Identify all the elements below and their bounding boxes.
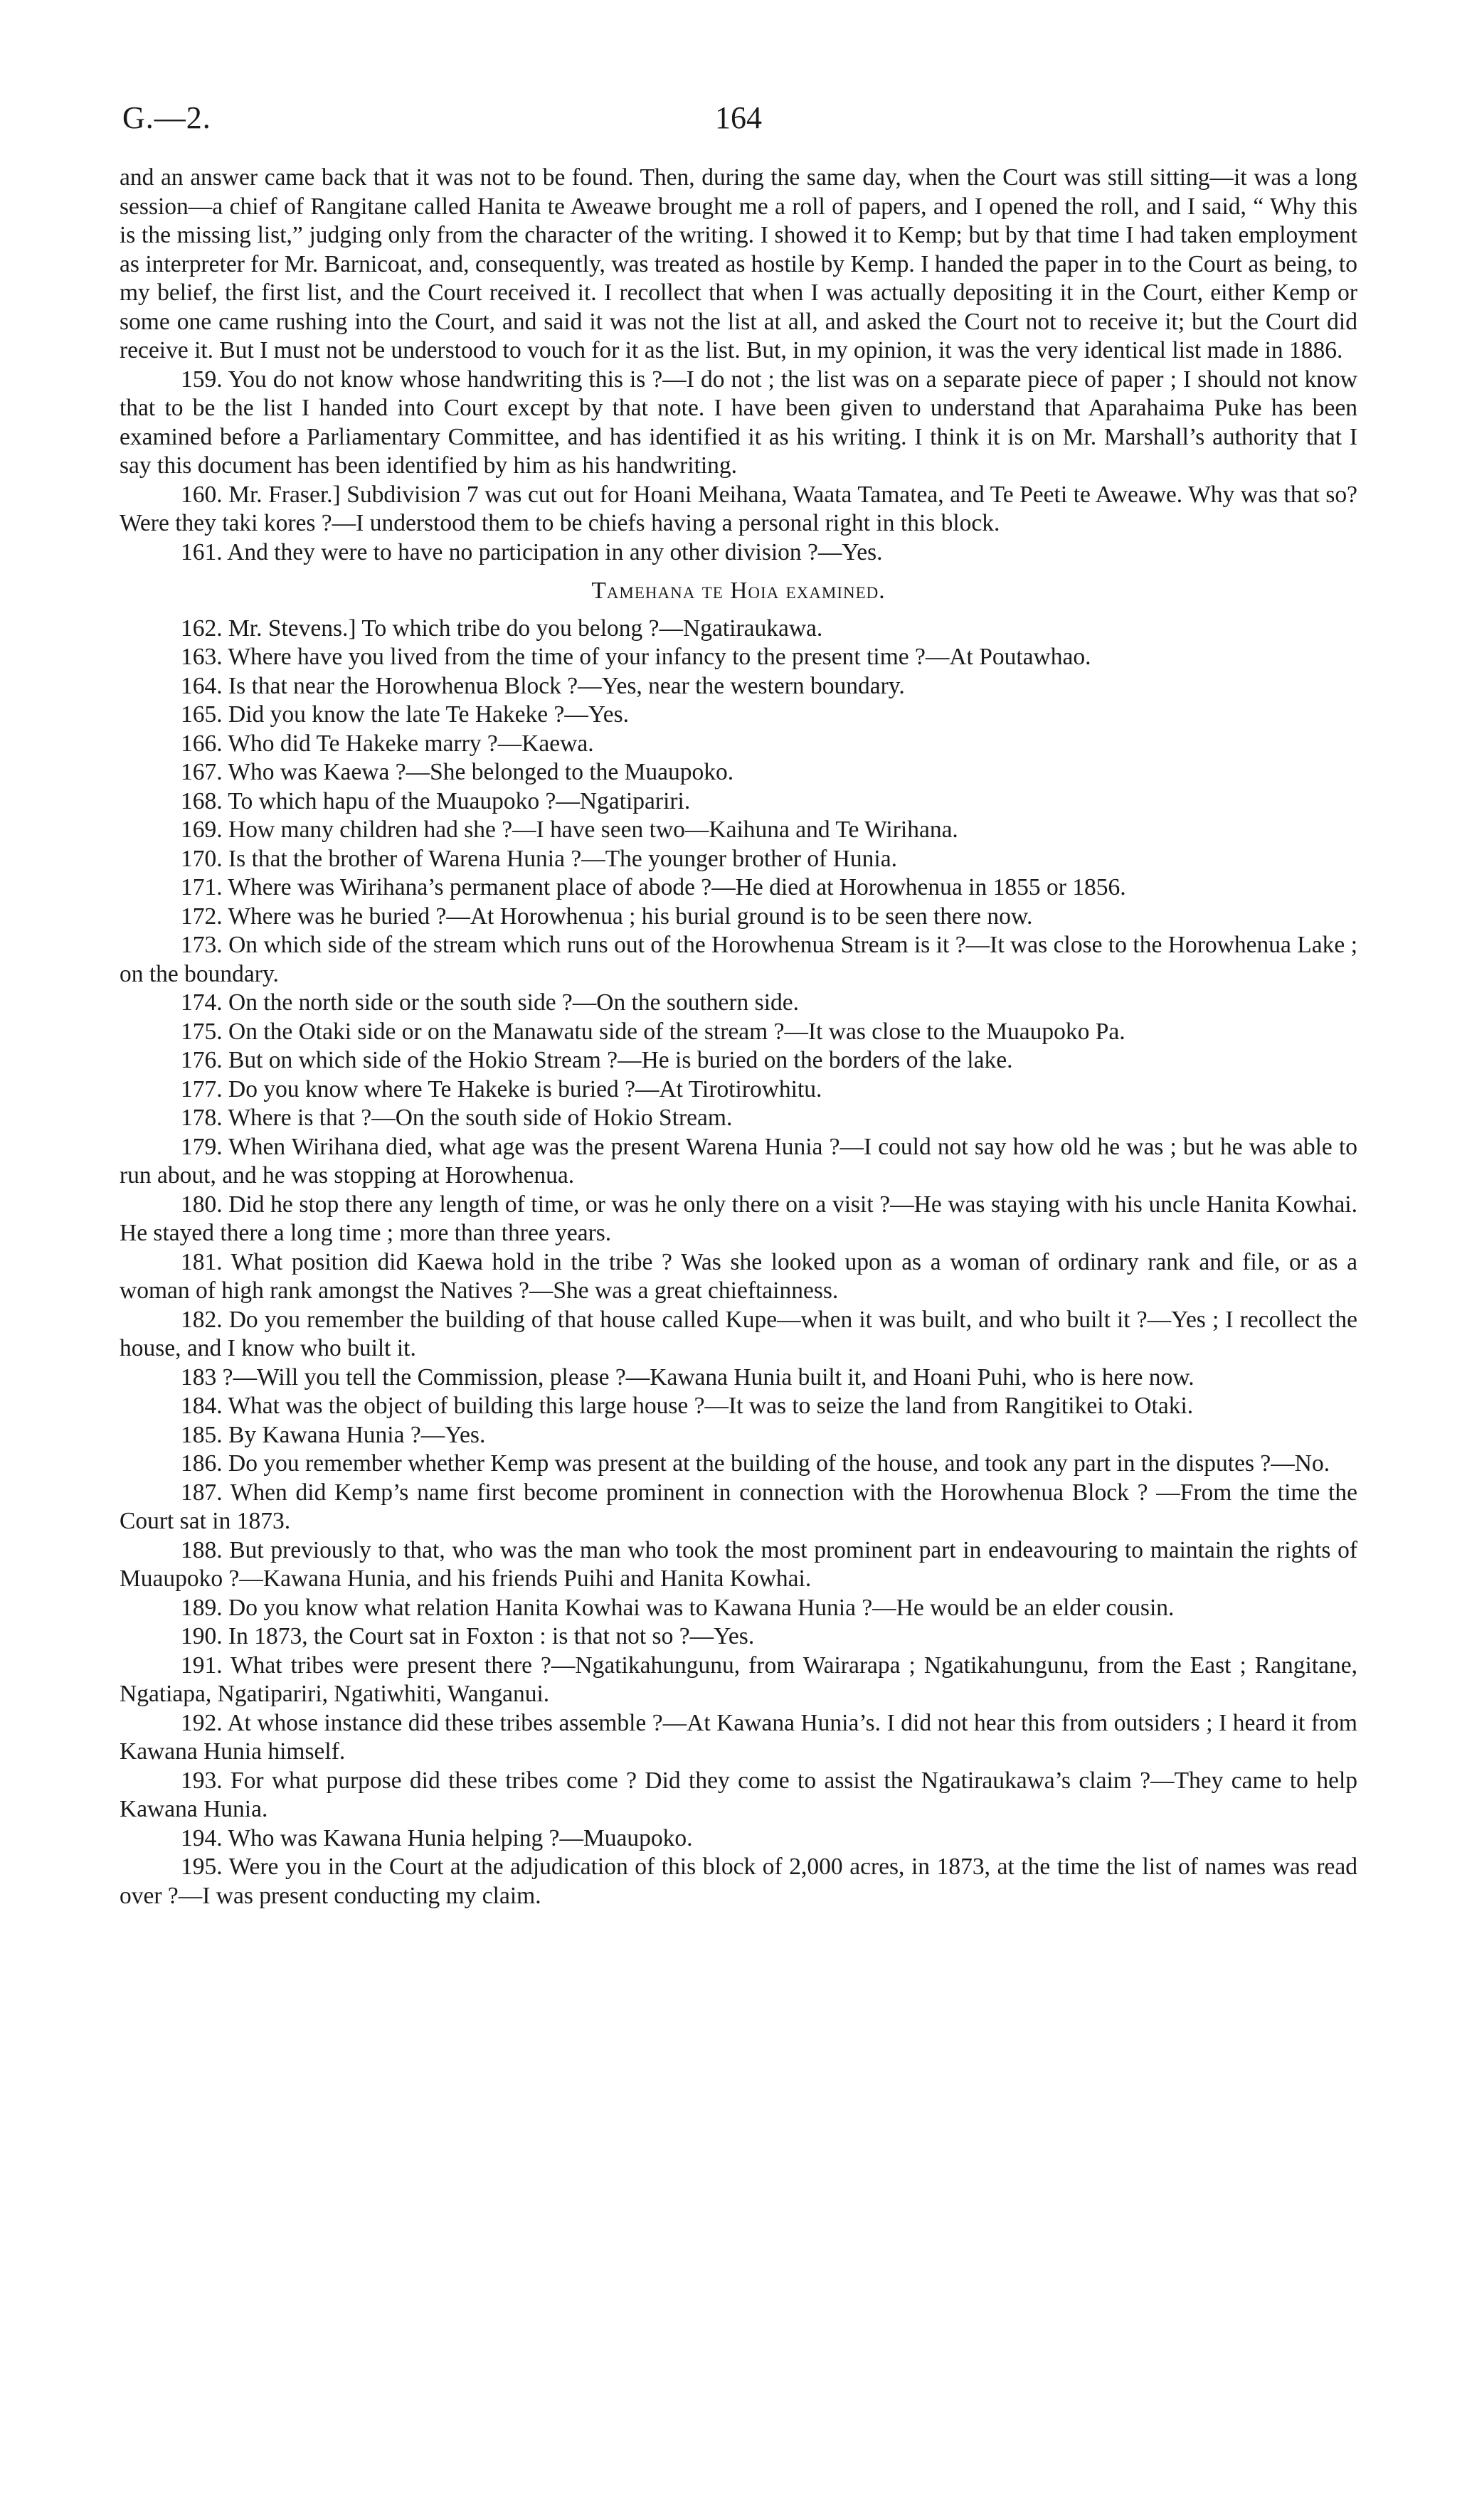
question-paragraph: 194. Who was Kawana Hunia helping ?—Muaupoko. — [181, 1824, 693, 1851]
witness-heading: Tamehana te Hoia examined. — [591, 578, 886, 604]
document-page — [120, 100, 1357, 1910]
question-paragraph: 185. By Kawana Hunia ?—Yes. — [181, 1421, 486, 1448]
question-paragraph: 159. You do not know whose handwriting this is ?—I do not ; the list was on a separate piece of paper ; I should not know that to be the list I handed into Court except by that note. I have been given to understand that Aparahaima Puke has been examined before a Parliamentary Committee, and has identified it as his writing. I think it is on Mr. Marshall’s authority that I say this document has been identified by him as his handwriting. — [120, 366, 1357, 479]
question-paragraph: 184. What was the object of building this large house ?—It was to seize the land from Rangitikei to Otaki. — [181, 1393, 1194, 1419]
question-paragraph: 181. What position did Kaewa hold in the tribe ? Was she looked upon as a woman of ordinary rank and file, or as a woman of high rank amongst the Natives ?—She was a great chieftainness. — [120, 1248, 1357, 1304]
question-paragraph: 163. Where have you lived from the time of your infancy to the present time ?—At Poutawhao. — [181, 644, 1091, 670]
question-paragraph: 182. Do you remember the building of that house called Kupe—when it was built, and who built it ?—Yes ; I recollect the house, and I know who built it. — [120, 1306, 1357, 1361]
question-paragraph: 170. Is that the brother of Warena Hunia ?—The younger brother of Hunia. — [181, 845, 897, 872]
question-paragraph: 168. To which hapu of the Muaupoko ?—Ngatipariri. — [181, 787, 691, 814]
question-paragraph: 193. For what purpose did these tribes come ? Did they come to assist the Ngatiraukawa’s claim ?—They came to help Kawana Hunia. — [120, 1767, 1357, 1822]
question-paragraph: 178. Where is that ?—On the south side of Hokio Stream. — [181, 1105, 733, 1131]
question-paragraph: 167. Who was Kaewa ?—She belonged to the Muaupoko. — [181, 759, 734, 785]
page-header — [120, 100, 1357, 164]
question-paragraph: 187. When did Kemp’s name first become prominent in connection with the Horowhenua Block ? —From the time the Court sat in 1873. — [120, 1479, 1357, 1534]
question-paragraph: 165. Did you know the late Te Hakeke ?—Yes. — [181, 701, 630, 728]
question-paragraph: 189. Do you know what relation Hanita Kowhai was to Kawana Hunia ?—He would be an elder cousin. — [181, 1594, 1175, 1621]
question-paragraph: 192. At whose instance did these tribes assemble ?—At Kawana Hunia’s. I did not hear this from outsiders ; I heard it from Kawana Hunia himself. — [120, 1709, 1357, 1765]
question-paragraph: 179. When Wirihana died, what age was the present Warena Hunia ?—I could not say how old he was ; but he was able to run about, and he was stopping at Horowhenua. — [120, 1133, 1357, 1189]
question-paragraph: 188. But previously to that, who was the man who took the most prominent part in endeavouring to maintain the rights of Muaupoko ?—Kawana Hunia, and his friends Puihi and Hanita Kowhai. — [120, 1536, 1357, 1592]
question-paragraph: 186. Do you remember whether Kemp was present at the building of the house, and took any part in the disputes ?—No. — [181, 1450, 1330, 1477]
question-paragraph: 195. Were you in the Court at the adjudication of this block of 2,000 acres, in 1873, at the time the list of names was read over ?—I was present conducting my claim. — [120, 1854, 1357, 1909]
question-paragraph: 183 ?—Will you tell the Commission, please ?—Kawana Hunia built it, and Hoani Puhi, who is here now. — [181, 1363, 1195, 1391]
question-paragraph: 175. On the Otaki side or on the Manawatu side of the stream ?—It was close to the Muaupoko Pa. — [181, 1018, 1125, 1045]
question-paragraph: 161. And they were to have no participation in any other division ?—Yes. — [181, 538, 883, 565]
document-reference: G.—2. — [122, 100, 211, 135]
question-paragraph: 160. Mr. Fraser.] Subdivision 7 was cut out for Hoani Meihana, Waata Tamatea, and Te Peeti te Aweawe. Why was that so? Were they taki kores ?—I understood them to be chiefs having a personal right in this block. — [120, 481, 1357, 536]
question-paragraph: 180. Did he stop there any length of time, or was he only there on a visit ?—He was staying with his uncle Hanita Kowhai. He stayed there a long time ; more than three years. — [120, 1191, 1357, 1246]
question-paragraph: 172. Where was he buried ?—At Horowhenua ; his burial ground is to be seen there now. — [181, 903, 1033, 930]
question-paragraph: 177. Do you know where Te Hakeke is buried ?—At Tirotirowhitu. — [181, 1075, 822, 1102]
continued-paragraph: and an answer came back that it was not to be found. Then, during the same day, when the Court was still sitting—it was a long session—a chief of Rangitane called Hanita te Aweawe brought me a roll of papers, and I opened the roll, and I said, “ Why this is the missing list,” judging only from the character of the writing. I showed it to Kemp; but by that time I had taken employment as interpreter for Mr. Barnicoat, and, consequently, was treated as hostile by Kemp. I handed the paper in to the Court as being, to my belief, the first list, and the Court received it. I recollect that when I was actually depositing it in the Court, either Kemp or some one came rushing into the Court, and said it was not the list at all, and asked the Court not to receive it; but the Court did receive it. But I must not be understood to vouch for it as the list. But, in my opinion, it was the very identical list made in 1886. — [120, 164, 1357, 363]
question-paragraph: 173. On which side of the stream which runs out of the Horowhenua Stream is it ?—It was close to the Horowhenua Lake ; on the boundary. — [120, 932, 1357, 987]
question-paragraph: 174. On the north side or the south side ?—On the southern side. — [181, 989, 800, 1016]
question-paragraph: 166. Who did Te Hakeke marry ?—Kaewa. — [181, 730, 594, 757]
page-number: 164 — [715, 100, 762, 135]
question-paragraph: 164. Is that near the Horowhenua Block ?—Yes, near the western boundary. — [181, 672, 905, 699]
document-body — [120, 164, 1357, 1910]
question-paragraph: 191. What tribes were present there ?—Ngatikahungunu, from Wairarapa ; Ngatikahungunu, from the East ; Rangitane, Ngatiapa, Ngatipariri, Ngatiwhiti, Wanganui. — [120, 1652, 1357, 1707]
question-paragraph: 190. In 1873, the Court sat in Foxton : is that not so ?—Yes. — [181, 1623, 755, 1649]
question-paragraph: 171. Where was Wirihana’s permanent place of abode ?—He died at Horowhenua in 1855 or 1856. — [181, 874, 1126, 900]
question-paragraph: 169. How many children had she ?—I have seen two—Kaihuna and Te Wirihana. — [181, 817, 958, 843]
question-paragraph: 176. But on which side of the Hokio Stream ?—He is buried on the borders of the lake. — [181, 1047, 1013, 1073]
question-paragraph: 162. Mr. Stevens.] To which tribe do you belong ?—Ngatiraukawa. — [181, 615, 823, 642]
